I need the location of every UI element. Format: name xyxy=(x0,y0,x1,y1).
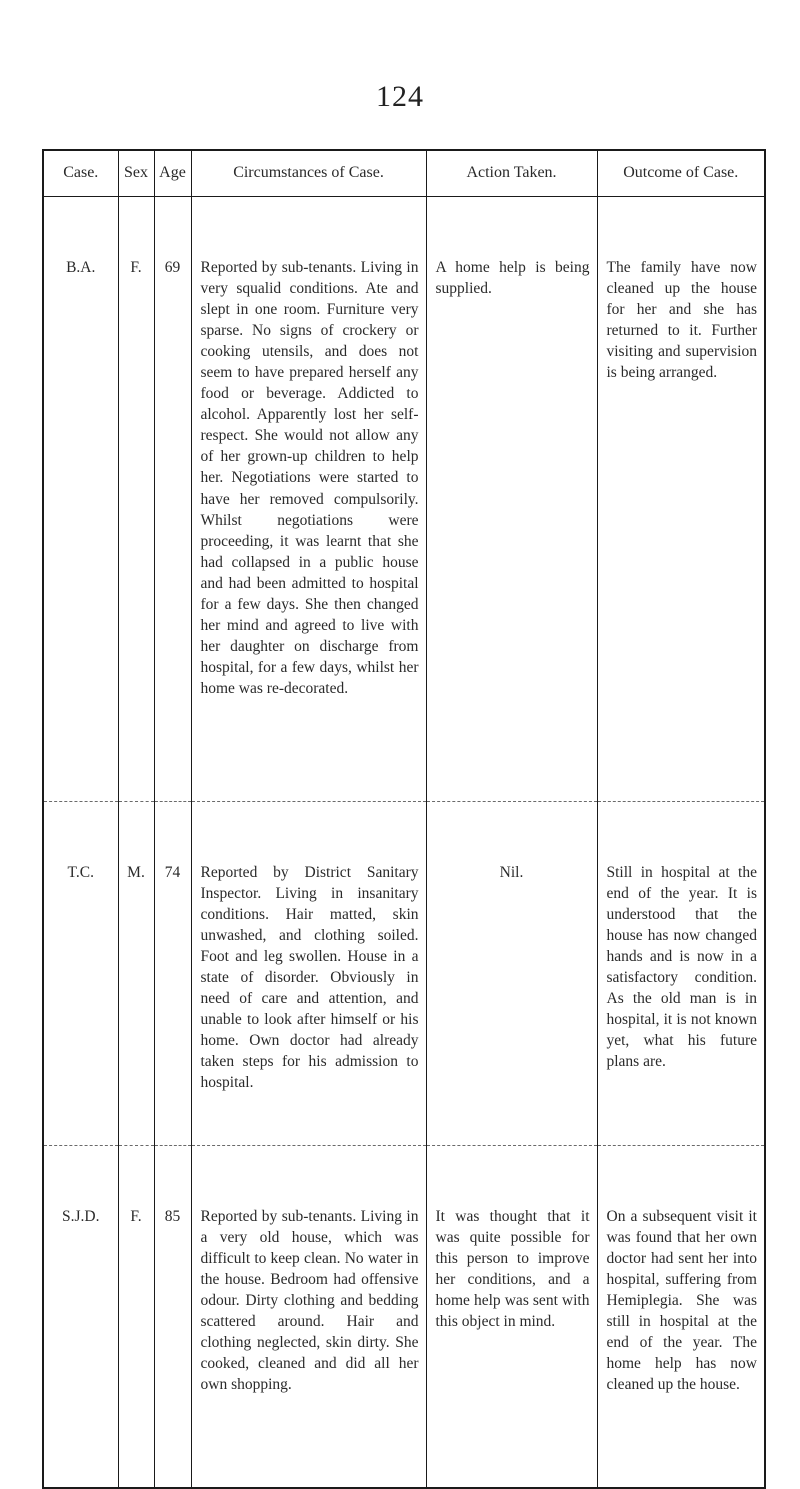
header-outcome: Outcome of Case. xyxy=(597,150,765,196)
table-row xyxy=(43,196,765,801)
case-outcome: On a subsequent visit it was found that her own doctor had sent her into hospital, suffering from Hemiplegia. She was still in hospital at the end of the year. The home help has now cleaned up the house. xyxy=(597,1145,765,1488)
case-id: B.A. xyxy=(43,196,118,801)
case-id: T.C. xyxy=(43,801,118,1145)
table-row xyxy=(43,1145,765,1488)
page-number: 124 xyxy=(376,80,424,113)
case-outcome: The family have now cleaned up the house for her and she has returned to it. Further visiting and supervision is being arranged. xyxy=(597,196,765,801)
header-case: Case. xyxy=(43,150,118,196)
header-circumstances: Circumstances of Case. xyxy=(191,150,426,196)
header-age: Age xyxy=(154,150,191,196)
case-action: Nil. xyxy=(426,801,597,1145)
case-age: 69 xyxy=(154,196,191,801)
case-circumstances: Reported by District Sanitary Inspector. Living in insanitary conditions. Hair matted, skin unwashed, and clothing soiled. Foot and leg swollen. House in a state of disorder. Obviously in need of care and attention, and unable to look after himself or his home. Own doctor had already taken steps for his admission to hospital. xyxy=(191,801,426,1145)
case-age: 85 xyxy=(154,1145,191,1488)
table-row xyxy=(43,801,765,1145)
case-table xyxy=(42,149,766,1489)
case-action: A home help is being supplied. xyxy=(426,196,597,801)
case-id: S.J.D. xyxy=(43,1145,118,1488)
case-sex: F. xyxy=(118,1145,154,1488)
case-sex: M. xyxy=(118,801,154,1145)
case-circumstances: Reported by sub-tenants. Living in very squalid conditions. Ate and slept in one room. Furniture very sparse. No signs of crockery or cooking utensils, and does not seem to have prepared herself any food or beverage. Addicted to alcohol. Apparently lost her self-respect. She would not allow any of her grown-up children to help her. Negotiations were started to have her removed compulsorily. Whilst negotiations were proceeding, it was learnt that she had collapsed in a public house and had been admitted to hospital for a few days. She then changed her mind and agreed to live with her daughter on discharge from hospital, for a few days, whilst her home was re-decorated. xyxy=(191,196,426,801)
case-action: It was thought that it was quite possible for this person to improve her conditions, and a home help was sent with this object in mind. xyxy=(426,1145,597,1488)
case-age: 74 xyxy=(154,801,191,1145)
case-circumstances: Reported by sub-tenants. Living in a very old house, which was difficult to keep clean. No water in the house. Bedroom had offensive odour. Dirty clothing and bedding scattered around. Hair and clothing neglected, skin dirty. She cooked, cleaned and did all her own shopping. xyxy=(191,1145,426,1488)
case-outcome: Still in hospital at the end of the year. It is understood that the house has now changed hands and is now in a satisfactory condition. As the old man is in hospital, it is not known yet, what his future plans are. xyxy=(597,801,765,1145)
case-sex: F. xyxy=(118,196,154,801)
header-action: Action Taken. xyxy=(426,150,597,196)
table-header-row xyxy=(43,150,765,196)
header-sex: Sex xyxy=(118,150,154,196)
